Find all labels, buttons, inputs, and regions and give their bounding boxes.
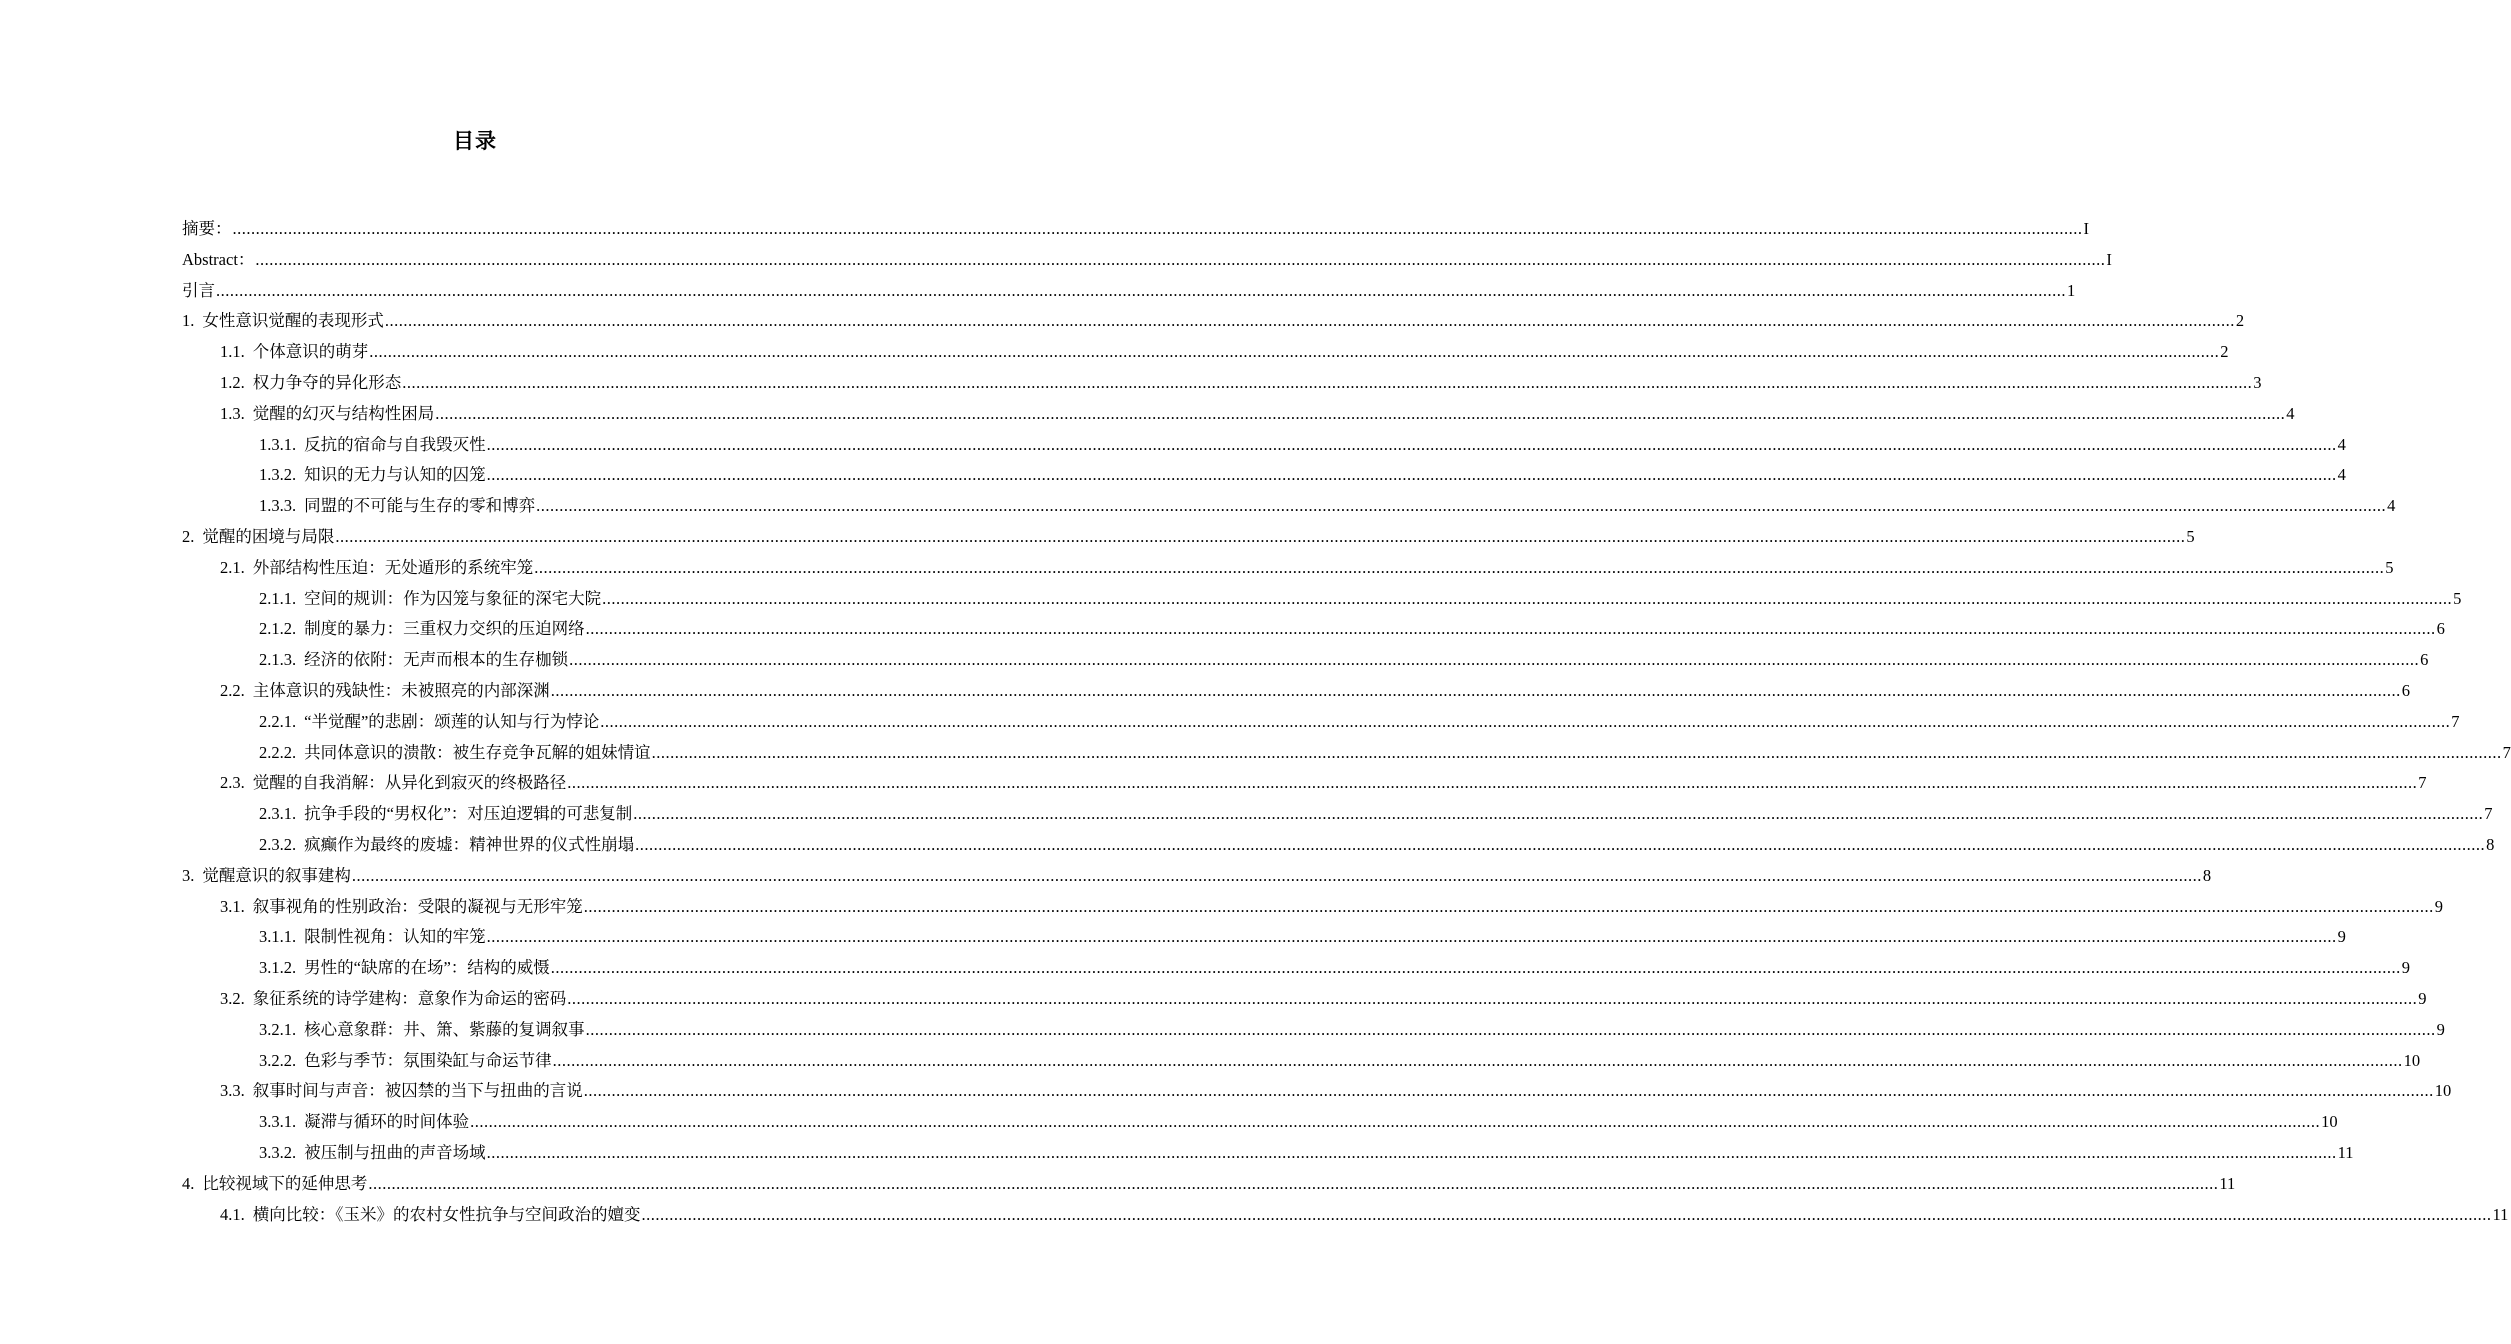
toc-dot-leader: ................................................................................................................................................................................................................................................................................................................................................................................................................ bbox=[470, 1112, 2321, 1132]
toc-entry-number: 1.3.1. bbox=[259, 434, 297, 454]
toc-entry[interactable] bbox=[182, 214, 2089, 245]
toc-entry-number: 2.1. bbox=[220, 557, 245, 577]
toc-entry-title: 女性意识觉醒的表现形式 bbox=[202, 311, 384, 331]
toc-dot-leader: ................................................................................................................................................................................................................................................................................................................................................................................................................ bbox=[633, 804, 2484, 824]
toc-entry-title: 引言 bbox=[182, 280, 215, 300]
toc-entry-title: 空间的规训：作为囚笼与象征的深宅大院 bbox=[304, 588, 602, 608]
toc-dot-leader: ................................................................................................................................................................................................................................................................................................................................................................................................................ bbox=[600, 711, 2451, 731]
toc-entry-page: 4 bbox=[2286, 403, 2295, 423]
toc-entry[interactable] bbox=[182, 491, 2396, 522]
toc-entry-number: 2.2. bbox=[220, 680, 245, 700]
toc-entry-page: 11 bbox=[2492, 1204, 2509, 1224]
toc-entry-number: 3.3.1. bbox=[259, 1112, 297, 1132]
toc-entry-number: 2.3.1. bbox=[259, 804, 297, 824]
toc-entry[interactable] bbox=[182, 892, 2443, 923]
toc-entry[interactable] bbox=[182, 707, 2460, 738]
toc-entry-title: 摘要： bbox=[182, 219, 232, 238]
toc-dot-leader: ................................................................................................................................................................................................................................................................................................................................................................................................................ bbox=[534, 557, 2385, 577]
toc-dot-leader: ................................................................................................................................................................................................................................................................................................................................................................................................................ bbox=[232, 219, 2083, 238]
toc-entry-page: I bbox=[2106, 249, 2112, 269]
toc-entry[interactable] bbox=[182, 1107, 2338, 1138]
toc-entry-page: 8 bbox=[2202, 865, 2212, 885]
toc-entry-page: 10 bbox=[2321, 1112, 2338, 1132]
toc-entry[interactable] bbox=[182, 1076, 2452, 1107]
toc-entry-number: 1.3. bbox=[220, 403, 245, 423]
toc-entry-title: 权力争夺的异化形态 bbox=[252, 372, 402, 392]
toc-dot-leader: ................................................................................................................................................................................................................................................................................................................................................................................................................ bbox=[216, 280, 2066, 300]
toc-entry-page: 7 bbox=[2451, 711, 2460, 731]
toc-entry-number: 3.2.1. bbox=[259, 1019, 297, 1039]
toc-entry-page: 8 bbox=[2486, 834, 2495, 854]
toc-entry-number: 1.3.2. bbox=[259, 465, 297, 485]
toc-dot-leader: ................................................................................................................................................................................................................................................................................................................................................................................................................ bbox=[602, 588, 2453, 608]
toc-entry-number: 3.1. bbox=[220, 896, 245, 916]
toc-entry[interactable] bbox=[182, 768, 2427, 799]
toc-entry-page: 2 bbox=[2220, 342, 2229, 362]
toc-entry-number: 4.1. bbox=[220, 1204, 245, 1224]
toc-dot-leader: ................................................................................................................................................................................................................................................................................................................................................................................................................ bbox=[335, 526, 2186, 546]
table-of-contents bbox=[182, 214, 2511, 1230]
toc-entry[interactable] bbox=[182, 1046, 2421, 1077]
toc-entry[interactable] bbox=[182, 676, 2410, 707]
toc-entry-title: 同盟的不可能与生存的零和博弈 bbox=[304, 496, 536, 516]
toc-entry-page: 5 bbox=[2385, 557, 2394, 577]
toc-entry-number: 2.2.1. bbox=[259, 711, 297, 731]
toc-entry-page: 6 bbox=[2401, 680, 2410, 700]
toc-entry-number: 2.3.2. bbox=[259, 834, 297, 854]
toc-entry-number: 1. bbox=[182, 311, 195, 331]
toc-entry-number: 2.2.2. bbox=[259, 742, 297, 762]
toc-entry-title: 个体意识的萌芽 bbox=[252, 342, 369, 362]
toc-entry-number: 3.1.2. bbox=[259, 958, 297, 978]
toc-entry-page: 7 bbox=[2418, 773, 2427, 793]
toc-entry[interactable] bbox=[182, 399, 2295, 430]
toc-dot-leader: ................................................................................................................................................................................................................................................................................................................................................................................................................ bbox=[550, 958, 2401, 978]
toc-entry-title: Abstract： bbox=[182, 249, 255, 269]
toc-entry-title: 制度的暴力：三重权力交织的压迫网络 bbox=[304, 619, 585, 639]
toc-entry-number: 4. bbox=[182, 1173, 195, 1193]
toc-dot-leader: ................................................................................................................................................................................................................................................................................................................................................................................................................ bbox=[486, 434, 2337, 454]
toc-entry-title: 象征系统的诗学建构：意象作为命运的密码 bbox=[252, 988, 567, 1008]
toc-entry-title: 叙事时间与声音：被囚禁的当下与扭曲的言说 bbox=[252, 1081, 583, 1101]
toc-entry[interactable] bbox=[182, 1200, 2509, 1231]
toc-entry[interactable] bbox=[182, 984, 2427, 1015]
toc-entry-title: 被压制与扭曲的声音场域 bbox=[304, 1142, 486, 1162]
toc-entry-title: 核心意象群：井、箫、紫藤的复调叙事 bbox=[304, 1019, 585, 1039]
toc-entry-page: 7 bbox=[2484, 804, 2493, 824]
toc-entry-number: 2. bbox=[182, 526, 195, 546]
toc-entry-title: 反抗的宿命与自我毁灭性 bbox=[304, 434, 486, 454]
toc-entry[interactable] bbox=[182, 245, 2112, 276]
toc-entry-title: 外部结构性压迫：无处遁形的系统牢笼 bbox=[252, 557, 534, 577]
toc-entry-page: 5 bbox=[2186, 526, 2195, 546]
toc-entry-page: 5 bbox=[2453, 588, 2462, 608]
toc-entry-number: 1.3.3. bbox=[259, 496, 297, 516]
toc-entry-title: 觉醒的自我消解：从异化到寂灭的终极路径 bbox=[252, 773, 567, 793]
toc-entry-page: 1 bbox=[2067, 280, 2076, 300]
toc-entry-title: 凝滞与循环的时间体验 bbox=[304, 1112, 470, 1132]
toc-entry-number: 3.3.2. bbox=[259, 1142, 297, 1162]
toc-entry-number: 2.1.1. bbox=[259, 588, 297, 608]
toc-entry-title: 横向比较：《玉米》的农村女性抗争与空间政治的嬗变 bbox=[252, 1204, 641, 1224]
toc-entry-number: 2.1.3. bbox=[259, 650, 297, 670]
toc-entry-page: 6 bbox=[2420, 650, 2429, 670]
toc-entry-number: 2.3. bbox=[220, 773, 245, 793]
toc-entry[interactable] bbox=[182, 614, 2445, 645]
toc-entry-page: 10 bbox=[2434, 1081, 2452, 1101]
toc-dot-leader: ................................................................................................................................................................................................................................................................................................................................................................................................................ bbox=[384, 311, 2235, 331]
toc-entry-page: 11 bbox=[2337, 1142, 2354, 1162]
toc-entry[interactable] bbox=[182, 645, 2429, 676]
toc-dot-leader: ................................................................................................................................................................................................................................................................................................................................................................................................................ bbox=[585, 1019, 2436, 1039]
toc-entry-page: 3 bbox=[2253, 372, 2262, 392]
toc-entry[interactable] bbox=[182, 368, 2262, 399]
toc-dot-leader: ................................................................................................................................................................................................................................................................................................................................................................................................................ bbox=[486, 465, 2337, 485]
toc-entry[interactable] bbox=[182, 922, 2346, 953]
toc-entry-number: 2.1.2. bbox=[259, 619, 297, 639]
toc-dot-leader: ................................................................................................................................................................................................................................................................................................................................................................................................................ bbox=[550, 680, 2401, 700]
toc-entry-number: 3.1.1. bbox=[259, 927, 297, 947]
toc-entry[interactable] bbox=[182, 1169, 2236, 1200]
toc-entry[interactable] bbox=[182, 799, 2493, 830]
toc-dot-leader: ................................................................................................................................................................................................................................................................................................................................................................................................................ bbox=[567, 988, 2418, 1008]
toc-entry-number: 3.3. bbox=[220, 1081, 245, 1101]
toc-dot-leader: ................................................................................................................................................................................................................................................................................................................................................................................................................ bbox=[635, 834, 2486, 854]
toc-entry-page: 9 bbox=[2434, 896, 2443, 916]
toc-entry-page: 9 bbox=[2436, 1019, 2445, 1039]
toc-entry[interactable] bbox=[182, 460, 2346, 491]
toc-entry-title: 觉醒意识的叙事建构 bbox=[202, 865, 351, 885]
toc-dot-leader: ................................................................................................................................................................................................................................................................................................................................................................................................................ bbox=[255, 249, 2106, 269]
toc-entry-title: 经济的依附：无声而根本的生存枷锁 bbox=[304, 650, 569, 670]
toc-dot-leader: ................................................................................................................................................................................................................................................................................................................................................................................................................ bbox=[552, 1050, 2403, 1070]
toc-entry[interactable] bbox=[182, 337, 2229, 368]
toc-entry-page: 9 bbox=[2418, 988, 2427, 1008]
toc-entry-page: 11 bbox=[2219, 1173, 2236, 1193]
toc-entry-number: 3.2.2. bbox=[259, 1050, 297, 1070]
toc-dot-leader: ................................................................................................................................................................................................................................................................................................................................................................................................................ bbox=[486, 927, 2337, 947]
toc-entry[interactable] bbox=[182, 1015, 2445, 1046]
toc-entry-title: 共同体意识的溃散：被生存竞争瓦解的姐妹情谊 bbox=[304, 742, 651, 762]
toc-entry-title: 主体意识的残缺性：未被照亮的内部深渊 bbox=[252, 680, 550, 700]
toc-entry-title: 男性的“缺席的在场”：结构的威慑 bbox=[304, 958, 550, 978]
toc-dot-leader: ................................................................................................................................................................................................................................................................................................................................................................................................................ bbox=[585, 619, 2436, 639]
toc-entry-title: 色彩与季节：氛围染缸与命运节律 bbox=[304, 1050, 552, 1070]
toc-entry-page: 2 bbox=[2235, 311, 2245, 331]
toc-entry[interactable] bbox=[182, 584, 2462, 615]
page-title: 目录 bbox=[453, 129, 497, 153]
toc-entry[interactable] bbox=[182, 953, 2411, 984]
toc-entry[interactable] bbox=[182, 522, 2195, 553]
toc-entry[interactable] bbox=[182, 738, 2511, 769]
toc-entry-title: 知识的无力与认知的囚笼 bbox=[304, 465, 486, 485]
toc-entry-page: 4 bbox=[2337, 434, 2346, 454]
toc-dot-leader: ................................................................................................................................................................................................................................................................................................................................................................................................................ bbox=[368, 1173, 2219, 1193]
toc-entry[interactable] bbox=[182, 830, 2495, 861]
toc-dot-leader: ................................................................................................................................................................................................................................................................................................................................................................................................................ bbox=[569, 650, 2420, 670]
toc-dot-leader: ................................................................................................................................................................................................................................................................................................................................................................................................................ bbox=[583, 1081, 2434, 1101]
toc-entry-page: 7 bbox=[2502, 742, 2511, 762]
toc-entry[interactable] bbox=[182, 553, 2394, 584]
toc-entry[interactable] bbox=[182, 276, 2076, 307]
toc-entry-page: 9 bbox=[2337, 927, 2346, 947]
toc-dot-leader: ................................................................................................................................................................................................................................................................................................................................................................................................................ bbox=[536, 496, 2387, 516]
toc-dot-leader: ................................................................................................................................................................................................................................................................................................................................................................................................................ bbox=[435, 403, 2286, 423]
toc-entry[interactable] bbox=[182, 861, 2212, 892]
toc-entry-number: 3. bbox=[182, 865, 195, 885]
toc-entry-number: 3.2. bbox=[220, 988, 245, 1008]
toc-entry-title: 叙事视角的性别政治：受限的凝视与无形牢笼 bbox=[252, 896, 583, 916]
toc-entry-title: 比较视域下的延伸思考 bbox=[202, 1173, 368, 1193]
toc-entry-title: 疯癫作为最终的废墟：精神世界的仪式性崩塌 bbox=[304, 834, 635, 854]
toc-dot-leader: ................................................................................................................................................................................................................................................................................................................................................................................................................ bbox=[351, 865, 2202, 885]
toc-entry-page: 10 bbox=[2403, 1050, 2421, 1070]
toc-entry-title: “半觉醒”的悲剧：颂莲的认知与行为悖论 bbox=[304, 711, 600, 731]
toc-entry-page: 6 bbox=[2436, 619, 2445, 639]
toc-entry-number: 1.1. bbox=[220, 342, 245, 362]
toc-dot-leader: ................................................................................................................................................................................................................................................................................................................................................................................................................ bbox=[583, 896, 2434, 916]
toc-entry[interactable] bbox=[182, 306, 2245, 337]
toc-dot-leader: ................................................................................................................................................................................................................................................................................................................................................................................................................ bbox=[651, 742, 2502, 762]
toc-entry-title: 抗争手段的“男权化”：对压迫逻辑的可悲复制 bbox=[304, 804, 633, 824]
toc-entry-page: I bbox=[2083, 219, 2089, 238]
toc-entry[interactable] bbox=[182, 1138, 2354, 1169]
toc-dot-leader: ................................................................................................................................................................................................................................................................................................................................................................................................................ bbox=[567, 773, 2418, 793]
toc-entry-page: 4 bbox=[2337, 465, 2346, 485]
toc-dot-leader: ................................................................................................................................................................................................................................................................................................................................................................................................................ bbox=[369, 342, 2220, 362]
toc-entry-title: 觉醒的困境与局限 bbox=[202, 526, 335, 546]
toc-dot-leader: ................................................................................................................................................................................................................................................................................................................................................................................................................ bbox=[402, 372, 2253, 392]
toc-entry-page: 4 bbox=[2387, 496, 2396, 516]
toc-dot-leader: ................................................................................................................................................................................................................................................................................................................................................................................................................ bbox=[486, 1142, 2337, 1162]
toc-entry-number: 1.2. bbox=[220, 372, 245, 392]
toc-entry-title: 限制性视角：认知的牢笼 bbox=[304, 927, 486, 947]
toc-dot-leader: ................................................................................................................................................................................................................................................................................................................................................................................................................ bbox=[641, 1204, 2492, 1224]
toc-entry-page: 9 bbox=[2401, 958, 2411, 978]
toc-entry[interactable] bbox=[182, 430, 2346, 461]
toc-entry-title: 觉醒的幻灭与结构性困局 bbox=[252, 403, 435, 423]
